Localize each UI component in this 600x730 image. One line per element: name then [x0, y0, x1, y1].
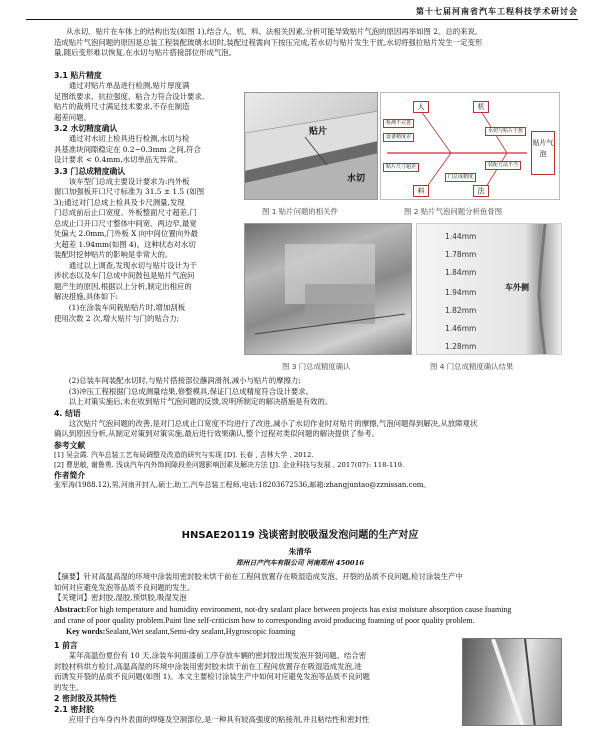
article-2-photo [462, 638, 562, 726]
keywords-cn: 【关键词】密封胶,湿胶,预烘胶,吸湿发泡 [54, 593, 187, 603]
text-line: 3);通过对门总成上检具及卡尺测量,发现 [54, 197, 185, 207]
article-2-affiliation: 郑州日产汽车有限公司 河南郑州 450016 [235, 559, 365, 567]
figure-1-caption: 图 1 贴片问题的相关件 [262, 207, 338, 216]
measurement-label: 1.84mm [445, 268, 477, 277]
text-line: 通过对水切上检具进行检测,水切与检 [68, 134, 190, 144]
measure-result: 以上对策实施后,未在收到贴片气泡问题的反馈,说明所制定的解决措施是有效的。 [68, 397, 333, 407]
fishbone-cause: 检测不完善 [383, 119, 414, 128]
text-line: 通过以上调查,发现水切与贴片设计为干 [68, 260, 197, 270]
abstract-line: 【摘要】针对高温高湿的环境中涂装用密封胶未烘干前在工程间放置存在吸湿造成发泡、开裂的品质不良问题,检讨涂装生产中 [54, 572, 463, 581]
fishbone-cause: 水切与贴片干扰 [485, 127, 526, 136]
abstract-line: 如何对应避免发泡等品质不良问题的发生。 [54, 582, 195, 592]
figure-4-drawing [417, 224, 562, 355]
fishbone-cause: 装配方法不当 [485, 161, 521, 170]
fishbone-cause: 贴片尺寸超差 [383, 163, 419, 172]
reference-item: [1] 吴会霞. 汽车总装工艺布局调整及改造的研究与实现 [D]. 长春 , 吉林大学 , 2012. [54, 450, 314, 459]
author-bio: 张军涛(1988.12),男,河南开封人,硕士,助工,汽车总装工程师,电话:18203672536,邮箱:zhangjuntao@zznissan.com。 [54, 481, 431, 490]
figure-1-photo [244, 92, 378, 200]
measure-2: (2)总装车间装配水切时,与贴片搭接部位蘸润滑剂,减小与贴片的摩擦力; [68, 376, 301, 385]
measurement-label: 1.82mm [445, 306, 477, 315]
category-machine: 机 [473, 101, 489, 113]
fishbone-cause: 门总成精度 [445, 173, 476, 182]
text-line: 具基准块间隙稳定在 0.2~0.3mm 之间,符合 [54, 144, 201, 154]
text-line: 大超差 1.94mm(如图 4)。这种状态对水切 [54, 239, 196, 249]
abstract-en-line [54, 604, 574, 615]
intro-line: 量,随后变形难以恢复,在水切与贴片搭接部位形成气泡。 [54, 48, 237, 58]
header-rule [26, 19, 578, 20]
measure-3: (3)冲压工程根据门总成测量结果,修整模具,保证门总成精度符合设计要求。 [68, 386, 314, 396]
figure-4-caption: 图 4 门总成精度确认结果 [430, 362, 514, 371]
figure-3-photo [244, 223, 412, 355]
text-line: 总成止口开口尺寸整体中间宽、两边窄,最宽 [54, 218, 197, 228]
text-line: 应用于白车身内外表面的焊缝及空洞部位,是一种具有较高强度的粘接剂,并且粘结性和密封性 [68, 715, 370, 725]
text-line: 该车型门总成主要设计要求为:内外板 [68, 176, 190, 186]
intro-paragraph [54, 27, 574, 59]
keywords-en-text: Sealant,Wet sealant,Semi-dry sealant,Hygroscopic foaming [105, 627, 296, 637]
running-header: 第十七届河南省汽车工程科技学术研讨会 [416, 7, 578, 16]
article-2-section-2-title: 2 密封胶及其特性 [54, 694, 117, 704]
text-line: 解决措施,具体如下: [54, 292, 118, 302]
category-material: 料 [413, 185, 429, 197]
text-line: 而诱发开裂的品质不良问题(如图 1)。本文主要检讨涂装生产中如何对应避免发泡等品质不良问题 [54, 672, 370, 682]
category-method: 法 [473, 185, 489, 197]
figure-3-caption: 图 3 门总成精度确认 [282, 362, 351, 371]
article-2-author: 朱清华 [288, 547, 312, 556]
measurement-label: 1.28mm [445, 342, 477, 351]
section-3-2-title: 3.2 水切精度确认 [54, 124, 118, 134]
measurement-label: 1.44mm [445, 232, 477, 241]
reference-item: [2] 曹思敏, 谢鲁勇. 浅谈汽车内外饰间隙段差问题影响因素及解决方法 [J]. 企业科技与发展 , 2017(07): 118-119. [54, 460, 405, 469]
article-2-abstract [54, 572, 574, 638]
article-2-section-1-title: 1 前言 [54, 641, 78, 650]
text-line: 某年高温份夏份有 10 天,涂装车间面漆前工序存放车辆的密封胶出现发泡开裂问题。结合密 [68, 651, 367, 661]
figure-2-fishbone [380, 92, 560, 200]
figure-4-photo [416, 223, 562, 355]
text-line: 窗口加强板开口尺寸标准为 31.5 ± 1.5 (如图 [54, 187, 205, 197]
section-3-1-title: 3.1 贴片精度 [54, 71, 102, 80]
text-line: 贴片的裁剪尺寸满足技术要求,不存在制造 [54, 102, 190, 112]
text-line: 超差问题。 [54, 112, 91, 122]
text-line: (1)在涂装车间栽贴贴片时,增加刮板 [68, 302, 186, 312]
fishbone-result: 贴片气泡 [531, 131, 555, 175]
intro-line: 造成贴片气泡问题的原因是总装工程装配玻璃水切时,装配过程需向下按压完成,若水切与贴片发生干扰,水切将强拉贴片发生一定变形 [54, 37, 483, 47]
fishbone-cause: 设备精度差 [383, 133, 414, 142]
text-line: 通过对贴片单品进行检测,贴片厚度满 [68, 81, 190, 91]
article-2-section-2-1-title: 2.1 密封胶 [54, 705, 94, 715]
text-line: 的发生。 [54, 682, 84, 692]
text-line: 设计要求 < 0.4mm,水切单品无异常。 [54, 155, 182, 165]
text-line: 使用次数 2 次,增大贴片与门的贴合力; [54, 313, 180, 323]
text-line: 涉状态以及车门总成中间鼓包是贴片气泡问 [54, 271, 195, 281]
text-line: 题产生的原因,根据以上分析,制定出相应的 [54, 281, 192, 291]
keywords-en-line [54, 626, 574, 637]
article-2-body [54, 640, 458, 726]
text-line: 封胶材料烘方检讨,高温高湿的环境中涂装用密封胶未烘干前在工程间放置存在吸湿造成发泡,进 [54, 661, 362, 671]
text-line: 装配时挖伸贴片的影响是非常大的。 [54, 250, 173, 260]
intro-line: 从水切、贴片在车体上的结构出发(如图 1),结合人、机、料、法相关因素,分析可能导致贴片气泡的原因再举如图 2。总的来说, [66, 27, 478, 36]
figure-2-caption: 图 2 贴片气泡问题分析鱼骨图 [404, 207, 503, 216]
section-4-title: 4. 结语 [54, 408, 81, 418]
keywords-en-label: Key words: [66, 627, 106, 637]
author-bio-title: 作者简介 [54, 471, 86, 481]
figure-3-drawing [245, 224, 412, 355]
figure-1-patch-label: 贴片 [309, 127, 328, 137]
measurement-label: 1.78mm [445, 250, 477, 259]
figure-1-trim-label: 水切 [347, 174, 366, 184]
text-line: 这次贴片气泡问题的改善,是对门总成止口宽度不均进行了改进,减小了水切作业时对贴片的摩擦,气泡问题得到解决,从放障观状 [68, 418, 478, 428]
section-3-3-title: 3.3 门总成精度确认 [54, 166, 126, 176]
category-person: 人 [413, 101, 429, 113]
article-2-photo-drawing [463, 639, 562, 726]
abstract-en-line: and crane of poor quality problem.Paint line self-criticism how to corresponding avoid producing foaming of poor quality problem. [54, 615, 475, 625]
left-column [54, 70, 240, 324]
measurement-label: 1.46mm [445, 324, 477, 333]
measurement-label: 1.94mm [445, 288, 477, 297]
text-line: 处偏大 2.0mm,门外板 X 向中间位置向外最 [54, 229, 198, 239]
text-line: 足图纸要求、抗拉强度、粘合力符合设计要求, [54, 91, 205, 101]
references-title: 参考文献 [54, 440, 86, 450]
abstract-en-text: For high temperature and humidity environment, not-dry sealant place between projects has exist moisture absorption cause foaming [86, 604, 512, 614]
side-label: 车外侧 [505, 283, 529, 292]
article-2-title: HNSAE20119 浅谈密封胶吸湿发泡问题的生产对应 [181, 530, 419, 541]
text-line: 门总成前后止口宽度、外板整面尺寸超差,门 [54, 208, 197, 218]
abstract-en-label: Abstract: [54, 604, 87, 614]
text-line: 确认到原因分析,从制定对策到对策实施,最后进行效果确认,整个过程对类似问题的解决提供了参考。 [54, 429, 379, 439]
measures-block [54, 376, 574, 491]
